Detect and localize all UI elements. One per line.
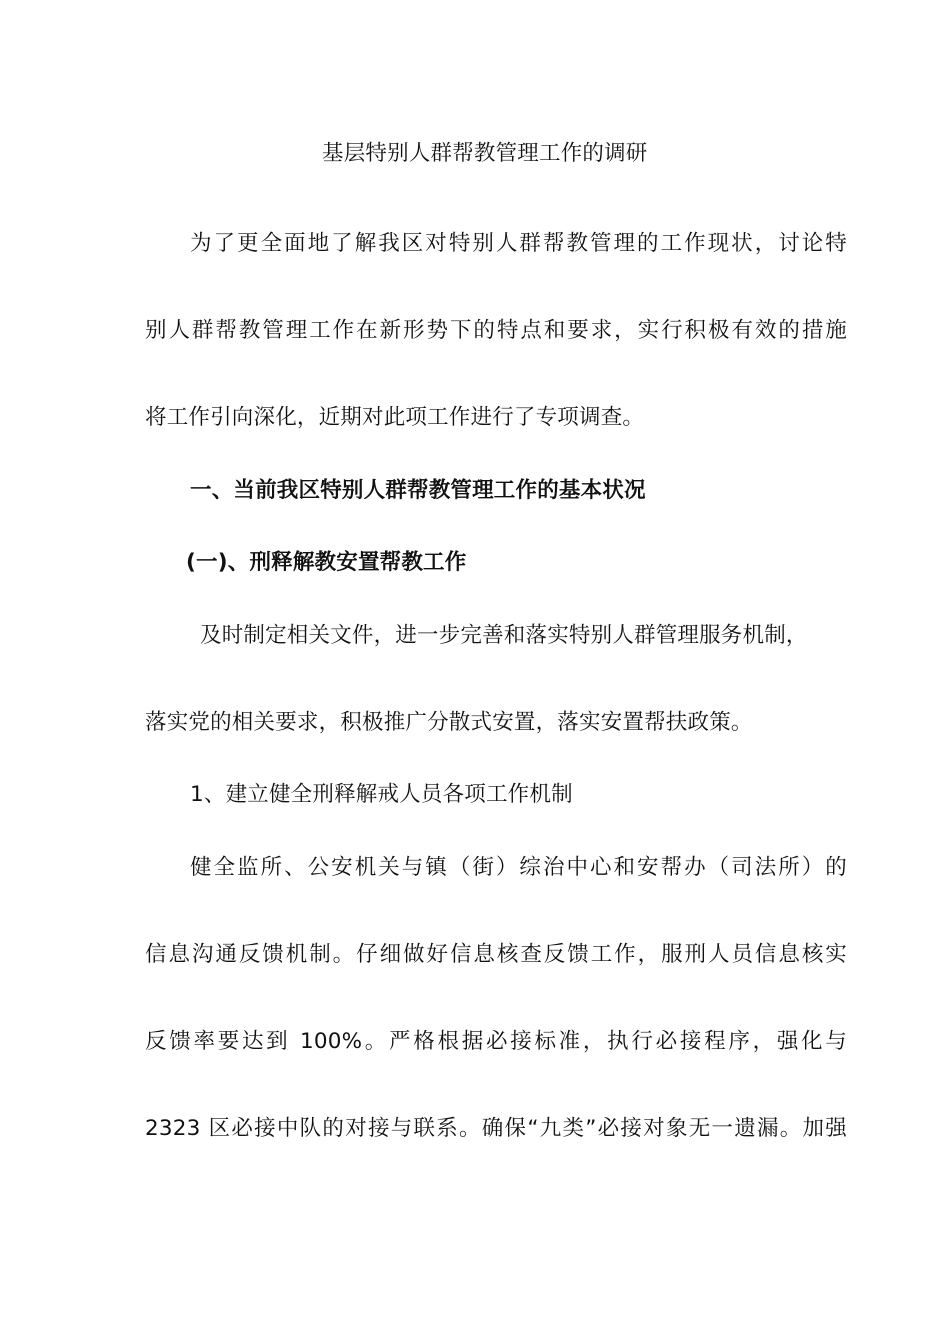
document-title: 基层特别人群帮教管理工作的调研 (322, 141, 648, 166)
subsection-heading: (一)、刑释解教安置帮教工作 (186, 550, 467, 575)
numbered-heading: 1、建立健全刑释解戒人员各项工作机制 (190, 782, 573, 807)
paragraph-line: 反馈率要达到 100%。严格根据必接标准，执行必接程序，强化与 (145, 1029, 847, 1054)
paragraph-line: 2323 区必接中队的对接与联系。确保“九类”必接对象无一遗漏。加强 (145, 1116, 847, 1141)
paragraph-line: 及时制定相关文件，进一步完善和落实特别人群管理服务机制， (200, 623, 808, 648)
section-heading: 一、当前我区特别人群帮教管理工作的基本状况 (190, 478, 646, 503)
paragraph-line: 为了更全面地了解我区对特别人群帮教管理的工作现状，讨论特 (190, 231, 847, 256)
paragraph-line: 别人群帮教管理工作在新形势下的特点和要求，实行积极有效的措施 (145, 318, 847, 343)
paragraph-line: 落实党的相关要求，积极推广分散式安置，落实安置帮扶政策。 (145, 710, 753, 735)
paragraph-line: 将工作引向深化，近期对此项工作进行了专项调查。 (145, 405, 645, 430)
paragraph-line: 信息沟通反馈机制。仔细做好信息核查反馈工作，服刑人员信息核实 (145, 942, 847, 967)
paragraph-line: 健全监所、公安机关与镇（街）综治中心和安帮办（司法所）的 (190, 855, 847, 880)
